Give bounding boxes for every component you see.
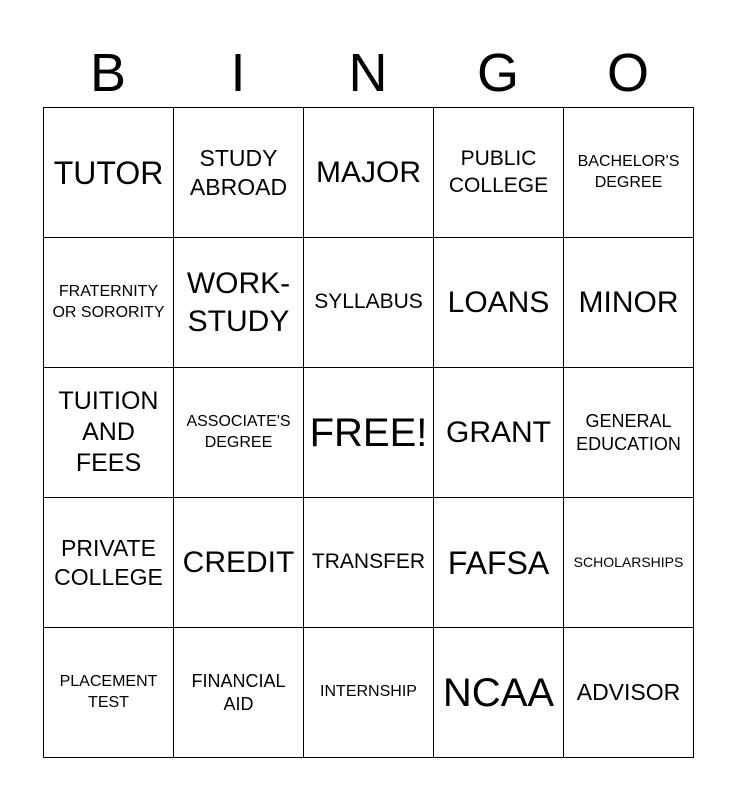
cell-label: TRANSFER (311, 550, 426, 574)
header-letter-o: O (606, 43, 649, 103)
bingo-cell[interactable] (304, 498, 434, 628)
cell-label: SYLLABUS (314, 290, 423, 314)
cell-label: FAFSA (447, 544, 550, 581)
bingo-cell[interactable] (564, 238, 694, 368)
bingo-cell[interactable] (174, 238, 304, 368)
cell-label: PUBLIC COLLEGE (448, 147, 549, 197)
bingo-cell[interactable] (174, 368, 304, 498)
bingo-cell[interactable] (564, 108, 694, 238)
bingo-cell[interactable] (434, 238, 564, 368)
cell-label: LOANS (447, 285, 550, 319)
cell-label: BACHELOR'S DEGREE (577, 152, 680, 191)
bingo-cell[interactable] (44, 108, 174, 238)
cell-label: STUDY ABROAD (189, 144, 288, 200)
cell-label: WORK-STUDY (186, 267, 291, 338)
header-letter-b: B (89, 43, 127, 103)
bingo-cell[interactable] (44, 238, 174, 368)
cell-label: PRIVATE COLLEGE (54, 534, 163, 590)
cell-label: SCHOLARSHIPS (573, 554, 684, 571)
cell-label: FREE! (309, 410, 428, 455)
cell-label: ASSOCIATE'S DEGREE (186, 412, 291, 451)
cell-label: MAJOR (316, 155, 421, 189)
bingo-cell[interactable] (564, 368, 694, 498)
bingo-cell[interactable] (434, 628, 564, 758)
bingo-cell[interactable] (304, 628, 434, 758)
header-letter-n: N (348, 43, 388, 103)
bingo-cell[interactable] (174, 108, 304, 238)
free-space[interactable] (304, 368, 434, 498)
cell-label: NCAA (442, 670, 555, 715)
cell-label: ADVISOR (576, 679, 681, 706)
cell-label: PLACEMENT TEST (59, 672, 158, 711)
cell-label: GRANT (446, 415, 551, 449)
header-letter-g: G (476, 43, 519, 103)
bingo-cell[interactable] (304, 108, 434, 238)
cell-label: CREDIT (182, 545, 295, 579)
bingo-cell[interactable] (434, 368, 564, 498)
bingo-board (43, 107, 694, 758)
bingo-cell[interactable] (44, 368, 174, 498)
bingo-cell[interactable] (564, 498, 694, 628)
cell-label: GENERAL EDUCATION (576, 411, 681, 454)
bingo-cell[interactable] (434, 108, 564, 238)
cell-label: MINOR (578, 285, 679, 319)
cell-label: INTERNSHIP (320, 683, 417, 701)
cell-label: FRATERNITY OR SORORITY (52, 282, 165, 321)
cell-label: TUTOR (53, 154, 164, 191)
bingo-cell[interactable] (44, 498, 174, 628)
bingo-cell[interactable] (434, 498, 564, 628)
cell-label: FINANCIAL AID (191, 671, 286, 714)
bingo-cell[interactable] (174, 628, 304, 758)
cell-label: TUITION AND FEES (58, 386, 159, 478)
bingo-cell[interactable] (174, 498, 304, 628)
bingo-cell[interactable] (564, 628, 694, 758)
bingo-cell[interactable] (304, 238, 434, 368)
bingo-header (43, 40, 693, 106)
bingo-cell[interactable] (44, 628, 174, 758)
header-letter-i: I (230, 43, 246, 103)
